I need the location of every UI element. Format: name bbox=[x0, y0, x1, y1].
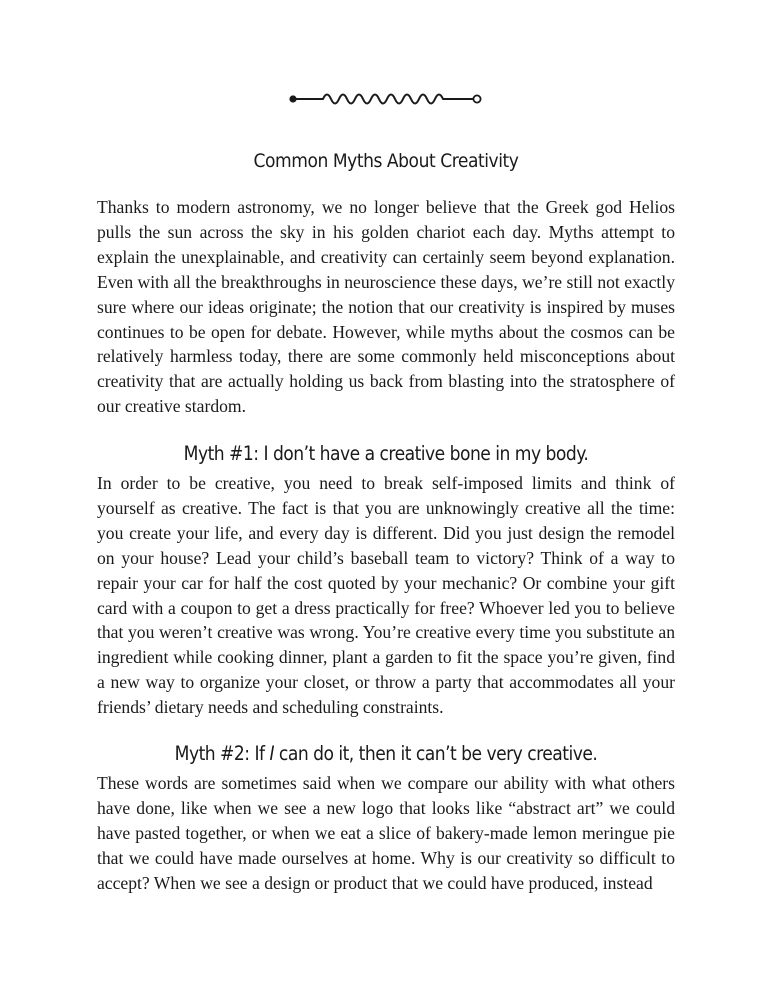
intro-paragraph: Thanks to modern astronomy, we no longer believe that the Greek god Helios pulls the sun across the sky in his golden chariot each day. Myths attempt to explain the unexplainable, and creativity can certainly seem beyond explanation. Even with all the breakthroughs in neuroscience these days, we’re still not exactly sure where our ideas originate; the notion that our creativity is inspired by muses continues to be open for debate. However, while myths about the cosmos can be relatively harmless today, there are some commonly held misconceptions about creativity that are actually holding us back from blasting into the stratosphere of our creative stardom. bbox=[97, 197, 675, 417]
myth-1-paragraph: In order to be creative, you need to break self-imposed limits and think of yourself as creative. The fact is that you are unknowingly creative all the time: you create your life, and every day is different. Did you just design the remodel on your house? Lead your child’s baseball team to victory? Think of a way to repair your car for half the cost quoted by your mechanic? Or combine your gift card with a coupon to get a dress practically for free? Whoever led you to believe that you weren’t creative was wrong. You’re creative every time you substitute an ingredient while cooking dinner, plant a garden to fit the space you’re given, find a new way to organize your closet, or throw a party that accommodates all your friends’ dietary needs and scheduling constraints. bbox=[97, 473, 675, 718]
section-title: Common Myths About Creativity bbox=[253, 150, 519, 172]
myth-1-heading: Myth #1: I don’t have a creative bone in my body. bbox=[183, 442, 589, 465]
myth-2-heading-prefix: Myth #2: If bbox=[174, 742, 270, 765]
myth-2-paragraph: These words are sometimes said when we compare our ability with what others have done, like when we see a new logo that looks like “abstract art” we could have pasted together, or when we eat a slice of bakery-made lemon meringue pie that we could have made ourselves at home. Why is our creativity so difficult to accept? When we see a design or product that we could have produced, instead bbox=[97, 773, 675, 893]
myth-2-heading-italic: I bbox=[269, 742, 274, 765]
myth-2-heading-suffix: can do it, then it can’t be very creative. bbox=[273, 742, 598, 765]
myth-2-heading bbox=[132, 742, 641, 765]
decorative-squiggle-ornament bbox=[287, 86, 487, 112]
